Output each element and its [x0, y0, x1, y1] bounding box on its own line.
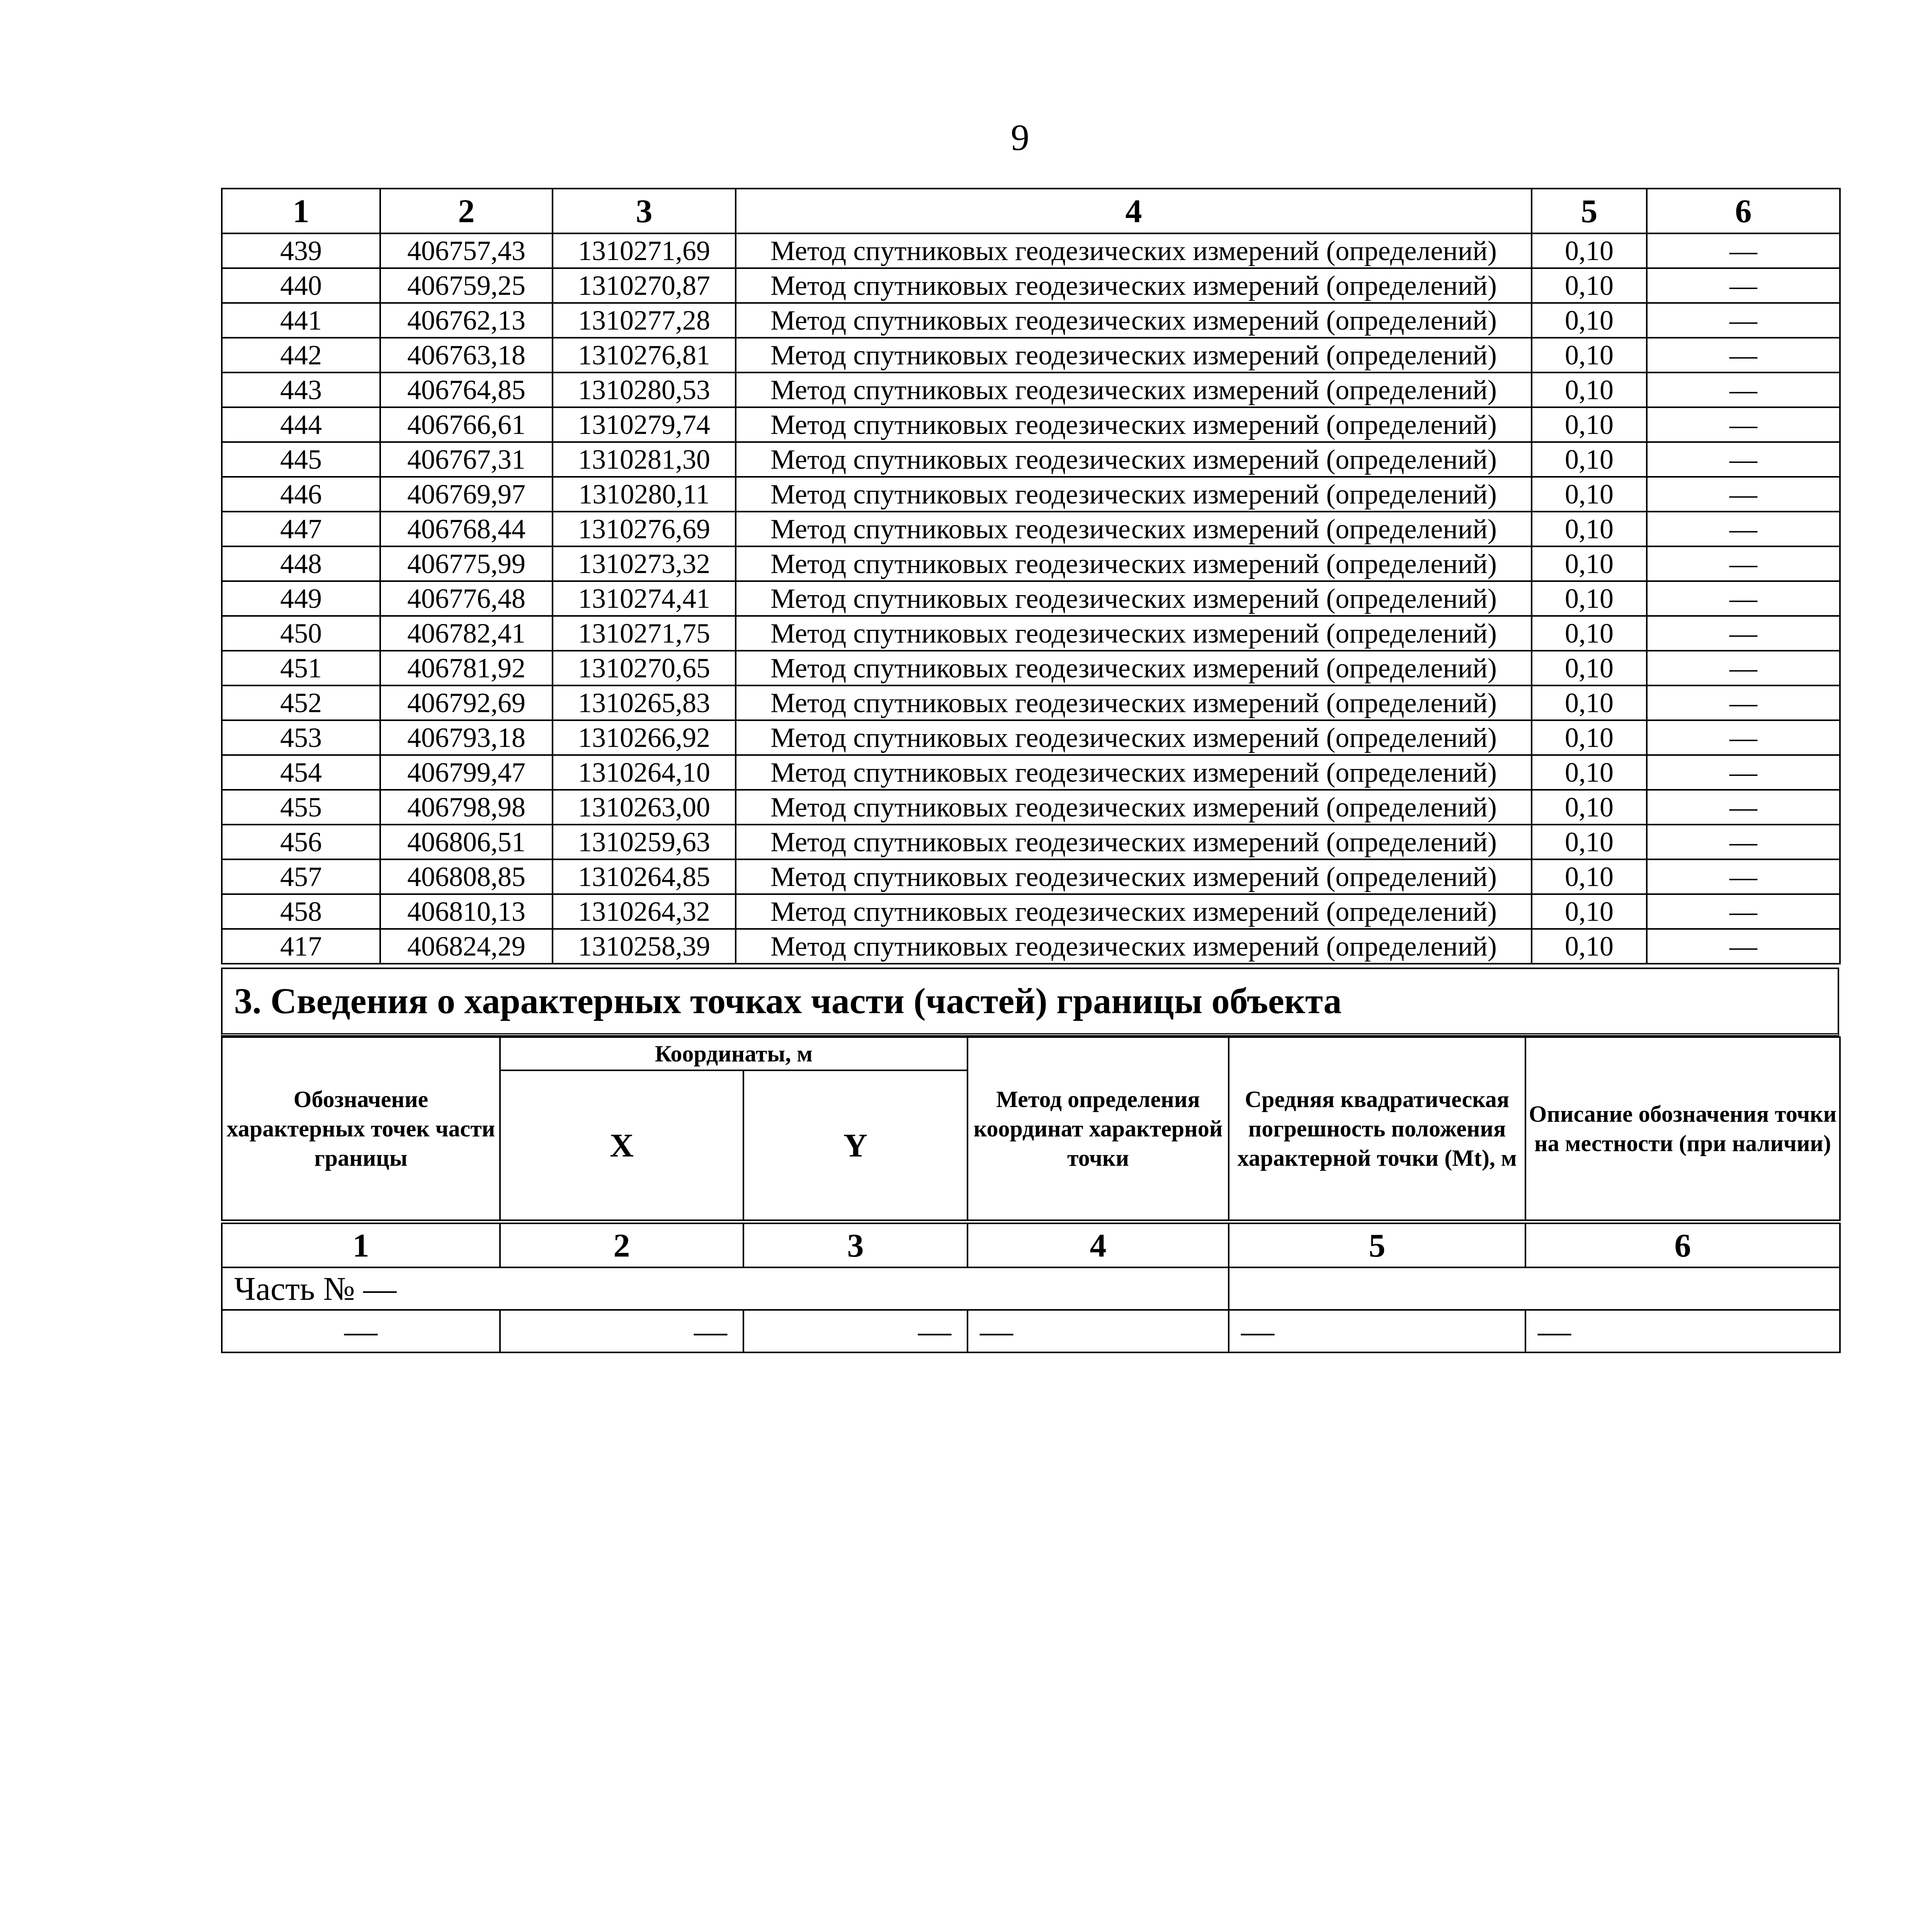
- table-row: [222, 268, 1840, 303]
- coordinates-table: [221, 188, 1841, 964]
- method: Метод спутниковых геодезических измерений (определений): [736, 790, 1532, 825]
- description: —: [1647, 407, 1840, 442]
- method: Метод спутниковых геодезических измерений (определений): [736, 720, 1532, 755]
- table-row: [222, 512, 1840, 546]
- point-number: 448: [222, 546, 380, 581]
- coord-x: 406806,51: [380, 825, 553, 859]
- col-description: Описание обозначения точки на местности (при наличии): [1525, 1037, 1840, 1222]
- part-label: Часть № —: [222, 1267, 1229, 1310]
- accuracy: 0,10: [1532, 790, 1647, 825]
- col-coordinates: Координаты, м: [500, 1037, 968, 1070]
- accuracy: 0,10: [1532, 825, 1647, 859]
- description: —: [1647, 929, 1840, 964]
- description: —: [1647, 859, 1840, 894]
- coord-y: 1310276,69: [553, 512, 736, 546]
- accuracy: 0,10: [1532, 685, 1647, 720]
- point-number: 452: [222, 685, 380, 720]
- description: —: [1647, 755, 1840, 790]
- method: Метод спутниковых геодезических измерений (определений): [736, 894, 1532, 929]
- method: Метод спутниковых геодезических измерений (определений): [736, 268, 1532, 303]
- description: —: [1647, 477, 1840, 512]
- coord-x: 406769,97: [380, 477, 553, 512]
- coord-y: 1310276,81: [553, 338, 736, 372]
- point-number: 456: [222, 825, 380, 859]
- accuracy: 0,10: [1532, 894, 1647, 929]
- point-number: 443: [222, 372, 380, 407]
- coord-y: 1310280,53: [553, 372, 736, 407]
- coord-x: 406776,48: [380, 581, 553, 616]
- table-row: [222, 477, 1840, 512]
- part-cell-3: —: [743, 1310, 968, 1352]
- point-number: 445: [222, 442, 380, 477]
- point-number: 454: [222, 755, 380, 790]
- coord-y: 1310264,85: [553, 859, 736, 894]
- method: Метод спутниковых геодезических измерений (определений): [736, 407, 1532, 442]
- coord-x: 406782,41: [380, 616, 553, 651]
- point-number: 444: [222, 407, 380, 442]
- header-row: [222, 189, 1840, 233]
- accuracy: 0,10: [1532, 929, 1647, 964]
- table-row: [222, 616, 1840, 651]
- coord-y: 1310271,75: [553, 616, 736, 651]
- point-number: 458: [222, 894, 380, 929]
- part-col-num-6: 6: [1525, 1222, 1840, 1267]
- method: Метод спутниковых геодезических измерений (определений): [736, 581, 1532, 616]
- table-row: [222, 338, 1840, 372]
- part-col-num-2: 2: [500, 1222, 743, 1267]
- part-label-empty: [1229, 1267, 1840, 1310]
- table-row: [222, 929, 1840, 964]
- point-number: 453: [222, 720, 380, 755]
- point-number: 441: [222, 303, 380, 338]
- method: Метод спутниковых геодезических измерений (определений): [736, 303, 1532, 338]
- accuracy: 0,10: [1532, 616, 1647, 651]
- coord-y: 1310266,92: [553, 720, 736, 755]
- part-col-num-1: 1: [222, 1222, 500, 1267]
- part-cell-1: —: [222, 1310, 500, 1352]
- accuracy: 0,10: [1532, 546, 1647, 581]
- description: —: [1647, 268, 1840, 303]
- method: Метод спутниковых геодезических измерений (определений): [736, 338, 1532, 372]
- method: Метод спутниковых геодезических измерений (определений): [736, 233, 1532, 268]
- col-header-1: 1: [222, 189, 380, 233]
- col-header-3: 3: [553, 189, 736, 233]
- accuracy: 0,10: [1532, 720, 1647, 755]
- col-header-6: 6: [1647, 189, 1840, 233]
- coord-x: 406767,31: [380, 442, 553, 477]
- method: Метод спутниковых геодезических измерений (определений): [736, 859, 1532, 894]
- table-row: [222, 894, 1840, 929]
- coord-x: 406759,25: [380, 268, 553, 303]
- coord-y: 1310270,87: [553, 268, 736, 303]
- accuracy: 0,10: [1532, 442, 1647, 477]
- coord-y: 1310271,69: [553, 233, 736, 268]
- coord-y: 1310264,32: [553, 894, 736, 929]
- section-divider: [221, 1032, 1839, 1036]
- part-cell-4: —: [968, 1310, 1229, 1352]
- table-row: [222, 372, 1840, 407]
- point-number: 457: [222, 859, 380, 894]
- coord-x: 406781,92: [380, 651, 553, 685]
- method: Метод спутниковых геодезических измерений (определений): [736, 929, 1532, 964]
- col-error: Средняя квадратическая погрешность положения характерной точки (Mt), м: [1229, 1037, 1525, 1222]
- point-number: 442: [222, 338, 380, 372]
- accuracy: 0,10: [1532, 372, 1647, 407]
- coord-x: 406810,13: [380, 894, 553, 929]
- part-col-num-5: 5: [1229, 1222, 1525, 1267]
- coord-x: 406764,85: [380, 372, 553, 407]
- part-cell-6: —: [1525, 1310, 1840, 1352]
- description: —: [1647, 720, 1840, 755]
- point-number: 417: [222, 929, 380, 964]
- table-row: [222, 303, 1840, 338]
- description: —: [1647, 825, 1840, 859]
- coord-x: 406798,98: [380, 790, 553, 825]
- coord-y: 1310281,30: [553, 442, 736, 477]
- accuracy: 0,10: [1532, 303, 1647, 338]
- description: —: [1647, 372, 1840, 407]
- description: —: [1647, 546, 1840, 581]
- coord-x: 406793,18: [380, 720, 553, 755]
- coord-y: 1310274,41: [553, 581, 736, 616]
- coord-x: 406792,69: [380, 685, 553, 720]
- method: Метод спутниковых геодезических измерений (определений): [736, 825, 1532, 859]
- part-cell-5: —: [1229, 1310, 1525, 1352]
- part-col-num-3: 3: [743, 1222, 968, 1267]
- method: Метод спутниковых геодезических измерений (определений): [736, 512, 1532, 546]
- coord-x: 406775,99: [380, 546, 553, 581]
- part-col-num-4: 4: [968, 1222, 1229, 1267]
- coord-y: 1310265,83: [553, 685, 736, 720]
- description: —: [1647, 651, 1840, 685]
- accuracy: 0,10: [1532, 755, 1647, 790]
- part-data-row: [222, 1310, 1840, 1352]
- table-row: [222, 581, 1840, 616]
- part-number-row: [222, 1222, 1840, 1267]
- coord-y: 1310258,39: [553, 929, 736, 964]
- table-row: [222, 651, 1840, 685]
- table-row: [222, 442, 1840, 477]
- coord-y: 1310279,74: [553, 407, 736, 442]
- accuracy: 0,10: [1532, 233, 1647, 268]
- section-3-title: 3. Сведения о характерных точках части (частей) границы объекта: [234, 981, 1342, 1021]
- method: Метод спутниковых геодезических измерений (определений): [736, 651, 1532, 685]
- table-row: [222, 790, 1840, 825]
- description: —: [1647, 790, 1840, 825]
- point-number: 451: [222, 651, 380, 685]
- table-row: [222, 233, 1840, 268]
- coord-x: 406757,43: [380, 233, 553, 268]
- section-3-title-block: [221, 968, 1839, 1033]
- method: Метод спутниковых геодезических измерений (определений): [736, 685, 1532, 720]
- point-number: 440: [222, 268, 380, 303]
- description: —: [1647, 512, 1840, 546]
- coord-x: 406824,29: [380, 929, 553, 964]
- method: Метод спутниковых геодезических измерений (определений): [736, 755, 1532, 790]
- table-row: [222, 685, 1840, 720]
- accuracy: 0,10: [1532, 268, 1647, 303]
- col-y: Y: [743, 1070, 968, 1222]
- description: —: [1647, 894, 1840, 929]
- coord-x: 406766,61: [380, 407, 553, 442]
- method: Метод спутниковых геодезических измерений (определений): [736, 546, 1532, 581]
- page-number: 9: [1011, 117, 1029, 158]
- description: —: [1647, 442, 1840, 477]
- coord-y: 1310259,63: [553, 825, 736, 859]
- description: —: [1647, 233, 1840, 268]
- point-number: 449: [222, 581, 380, 616]
- coord-x: 406763,18: [380, 338, 553, 372]
- part-cell-2: —: [500, 1310, 743, 1352]
- method: Метод спутниковых геодезических измерений (определений): [736, 442, 1532, 477]
- coord-y: 1310277,28: [553, 303, 736, 338]
- coord-y: 1310263,00: [553, 790, 736, 825]
- table-row: [222, 859, 1840, 894]
- col-method: Метод определения координат характерной точки: [968, 1037, 1229, 1222]
- col-header-4: 4: [736, 189, 1532, 233]
- description: —: [1647, 685, 1840, 720]
- coord-y: 1310264,10: [553, 755, 736, 790]
- coord-x: 406808,85: [380, 859, 553, 894]
- table-row: [222, 407, 1840, 442]
- method: Метод спутниковых геодезических измерений (определений): [736, 477, 1532, 512]
- point-number: 455: [222, 790, 380, 825]
- accuracy: 0,10: [1532, 651, 1647, 685]
- description: —: [1647, 303, 1840, 338]
- method: Метод спутниковых геодезических измерений (определений): [736, 372, 1532, 407]
- part-label-row: [222, 1267, 1840, 1310]
- coord-y: 1310280,11: [553, 477, 736, 512]
- accuracy: 0,10: [1532, 512, 1647, 546]
- table-row: [222, 755, 1840, 790]
- part-points-table: [221, 1036, 1841, 1353]
- description: —: [1647, 338, 1840, 372]
- coord-x: 406799,47: [380, 755, 553, 790]
- point-number: 446: [222, 477, 380, 512]
- description: —: [1647, 616, 1840, 651]
- point-number: 439: [222, 233, 380, 268]
- point-number: 450: [222, 616, 380, 651]
- accuracy: 0,10: [1532, 581, 1647, 616]
- coord-x: 406762,13: [380, 303, 553, 338]
- coord-y: 1310270,65: [553, 651, 736, 685]
- accuracy: 0,10: [1532, 859, 1647, 894]
- coordinates-table-body: [222, 233, 1840, 964]
- col-x: X: [500, 1070, 743, 1222]
- col-header-5: 5: [1532, 189, 1647, 233]
- part-header-row-1: [222, 1037, 1840, 1070]
- table-row: [222, 720, 1840, 755]
- table-row: [222, 546, 1840, 581]
- col-point-designation: Обозначение характерных точек части границы: [222, 1037, 500, 1222]
- accuracy: 0,10: [1532, 407, 1647, 442]
- col-header-2: 2: [380, 189, 553, 233]
- table-row: [222, 825, 1840, 859]
- point-number: 447: [222, 512, 380, 546]
- description: —: [1647, 581, 1840, 616]
- accuracy: 0,10: [1532, 477, 1647, 512]
- coord-x: 406768,44: [380, 512, 553, 546]
- method: Метод спутниковых геодезических измерений (определений): [736, 616, 1532, 651]
- coord-y: 1310273,32: [553, 546, 736, 581]
- accuracy: 0,10: [1532, 338, 1647, 372]
